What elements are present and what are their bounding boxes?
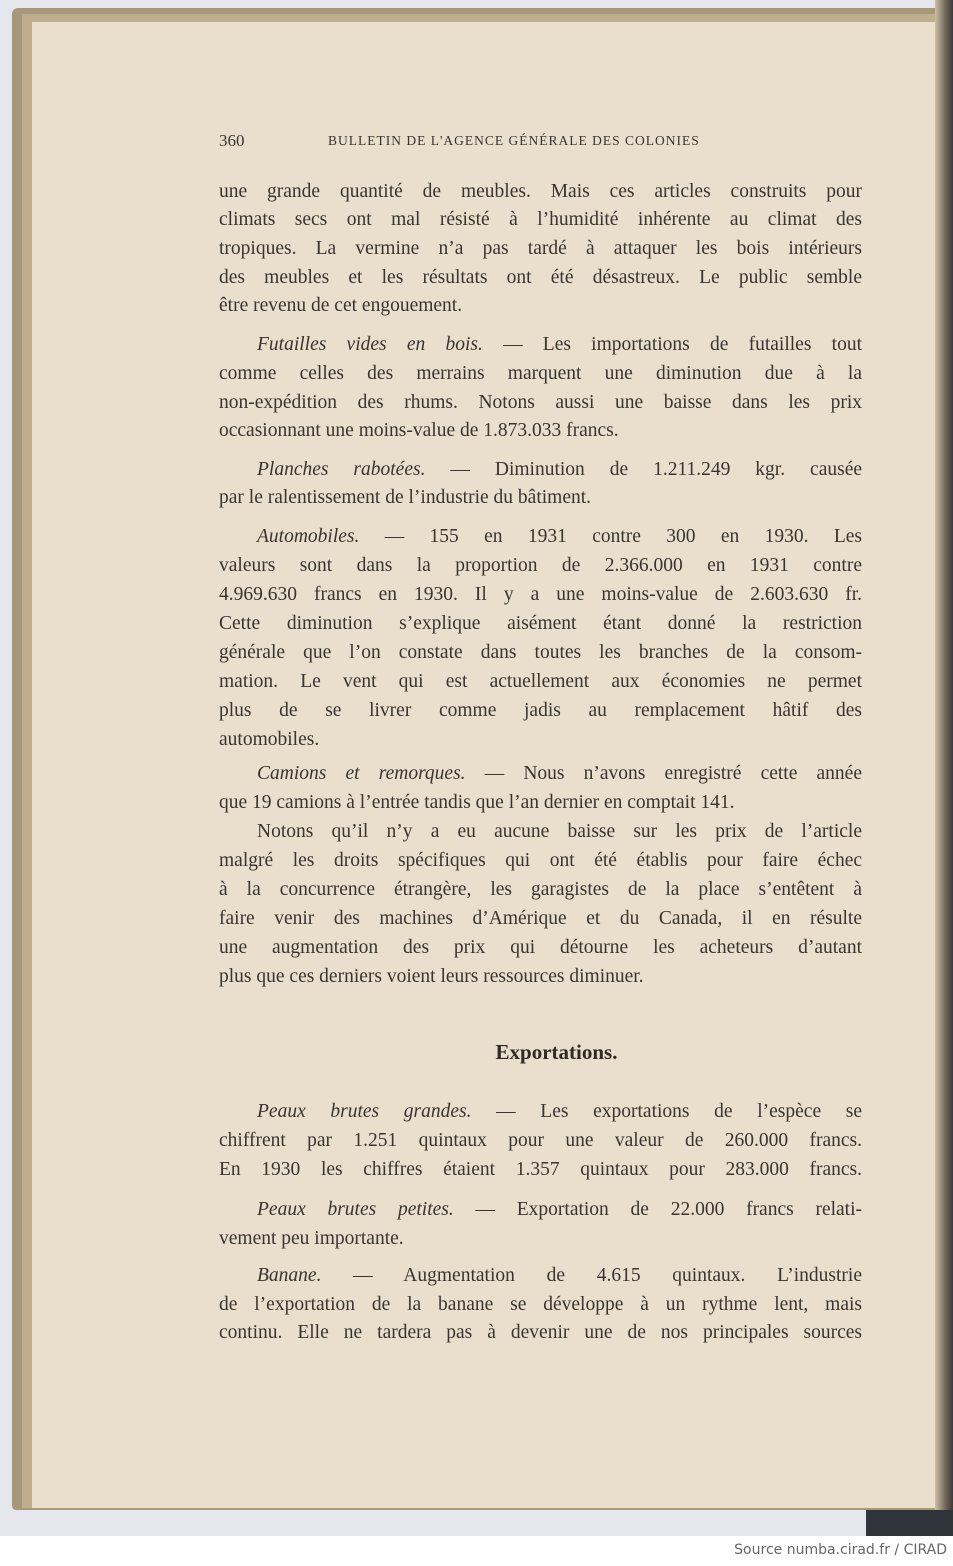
line-text: une augmentation des prix qui détourne les acheteurs d’autant [219, 937, 862, 958]
line-text: mation. Le vent qui est actuellement aux économies ne permet [219, 671, 862, 692]
text-line [257, 457, 862, 483]
line-text: une grande quantité de meubles. Mais ces articles construits pour [219, 181, 862, 202]
line-text: non-expédition des rhums. Notons aussi une baisse dans les prix [219, 392, 862, 413]
text-line [219, 790, 862, 816]
text-line [257, 332, 862, 358]
text-line [219, 265, 862, 291]
source-credit: Source numba.cirad.fr / CIRAD [734, 1542, 947, 1558]
text-line [219, 669, 862, 695]
line-text: générale que l’on constate dans toutes les branches de la consom- [219, 642, 862, 663]
line-text: continu. Elle ne tardera pas à devenir une de nos principales sources [219, 1322, 862, 1343]
section-heading: Exportations. [495, 1040, 618, 1064]
text-line [219, 877, 862, 903]
text-line [219, 1320, 862, 1346]
text-line [219, 418, 862, 444]
line-text: Cette diminution s’explique aisément étant donné la restriction [219, 613, 862, 634]
line-text: occasionnant une moins-value de 1.873.033 francs. [219, 420, 619, 441]
text-line [257, 819, 862, 845]
line-text: plus de se livrer comme jadis au remplacement hâtif des [219, 700, 862, 721]
text-line [219, 1128, 862, 1154]
text-line [219, 361, 862, 387]
text-line [219, 485, 862, 511]
text-line [219, 611, 862, 637]
line-text: faire venir des machines d’Amérique et du Canada, il en résulte [219, 908, 862, 929]
line-text: climats secs ont mal résisté à l’humidité inhérente au climat des [219, 209, 862, 230]
text-line [219, 390, 862, 416]
text-line [219, 582, 862, 608]
line-text: — Diminution de 1.211.249 kgr. causée [425, 459, 863, 480]
line-text: de l’exportation de la banane se développe à un rythme lent, mais [219, 1294, 862, 1315]
italic-lead: Planches rabotées. [257, 459, 426, 480]
text-line [257, 1197, 862, 1223]
text-line [219, 207, 862, 233]
line-text: — Nous n’avons enregistré cette année [465, 763, 862, 784]
text-line [219, 179, 862, 205]
text-line [219, 236, 862, 262]
line-text: — 155 en 1931 contre 300 en 1930. Les [359, 526, 862, 547]
text-line [219, 1226, 862, 1252]
italic-lead: Futailles vides en bois. [257, 334, 483, 355]
line-text: vement peu importante. [219, 1228, 404, 1249]
line-text: En 1930 les chiffres étaient 1.357 quintaux pour 283.000 francs. [219, 1159, 862, 1180]
text-line [219, 698, 862, 724]
text-line [219, 293, 862, 319]
text-line [219, 727, 862, 753]
line-text: valeurs sont dans la proportion de 2.366.000 en 1931 contre [219, 555, 862, 576]
italic-lead: Camions et remorques. [257, 763, 466, 784]
line-text: des meubles et les résultats ont été désastreux. Le public semble [219, 267, 862, 288]
book-binding [935, 0, 953, 1510]
italic-lead: Peaux brutes grandes. [257, 1101, 472, 1122]
text-line [219, 964, 862, 990]
page-number: 360 [219, 131, 245, 150]
italic-lead: Automobiles. [257, 526, 360, 547]
line-text: Notons qu’il n’y a eu aucune baisse sur les prix de l’article [257, 821, 862, 842]
text-line [219, 553, 862, 579]
italic-lead: Peaux brutes petites. [257, 1199, 454, 1220]
line-text: — Augmentation de 4.615 quintaux. L’industrie [321, 1265, 862, 1286]
line-text: être revenu de cet engouement. [219, 295, 463, 316]
text-line [257, 1099, 862, 1125]
line-text: plus que ces derniers voient leurs ressources diminuer. [219, 966, 644, 987]
line-text: tropiques. La vermine n’a pas tardé à attaquer les bois intérieurs [219, 238, 862, 259]
line-text: automobiles. [219, 729, 320, 750]
line-text: à la concurrence étrangère, les garagistes de la place s’entêtent à [219, 879, 862, 900]
text-line [219, 640, 862, 666]
line-text: — Les importations de futailles tout [482, 334, 862, 355]
line-text: — Exportation de 22.000 francs relati- [453, 1199, 863, 1220]
scan-dark-corner [866, 1508, 953, 1536]
text-line [257, 524, 862, 550]
text-line [257, 761, 862, 787]
running-title: BULLETIN DE L'AGENCE GÉNÉRALE DES COLONIES [328, 133, 700, 148]
line-text: malgré les droits spécifiques qui ont été établis pour faire échec [219, 850, 862, 871]
line-text: — Les exportations de l’espèce se [471, 1101, 862, 1122]
text-line [219, 1292, 862, 1318]
line-text: par le ralentissement de l’industrie du bâtiment. [219, 487, 592, 508]
italic-lead: Banane. [257, 1265, 322, 1286]
text-line [219, 848, 862, 874]
text-line [219, 935, 862, 961]
line-text: comme celles des merrains marquent une diminution due à la [219, 363, 862, 384]
line-text: chiffrent par 1.251 quintaux pour une valeur de 260.000 francs. [219, 1130, 862, 1151]
line-text: que 19 camions à l’entrée tandis que l’an dernier en comptait 141. [219, 792, 735, 813]
text-line [219, 1157, 862, 1183]
text-line [257, 1263, 862, 1289]
text-line [219, 906, 862, 932]
line-text: 4.969.630 francs en 1930. Il y a une moins-value de 2.603.630 fr. [219, 584, 862, 605]
